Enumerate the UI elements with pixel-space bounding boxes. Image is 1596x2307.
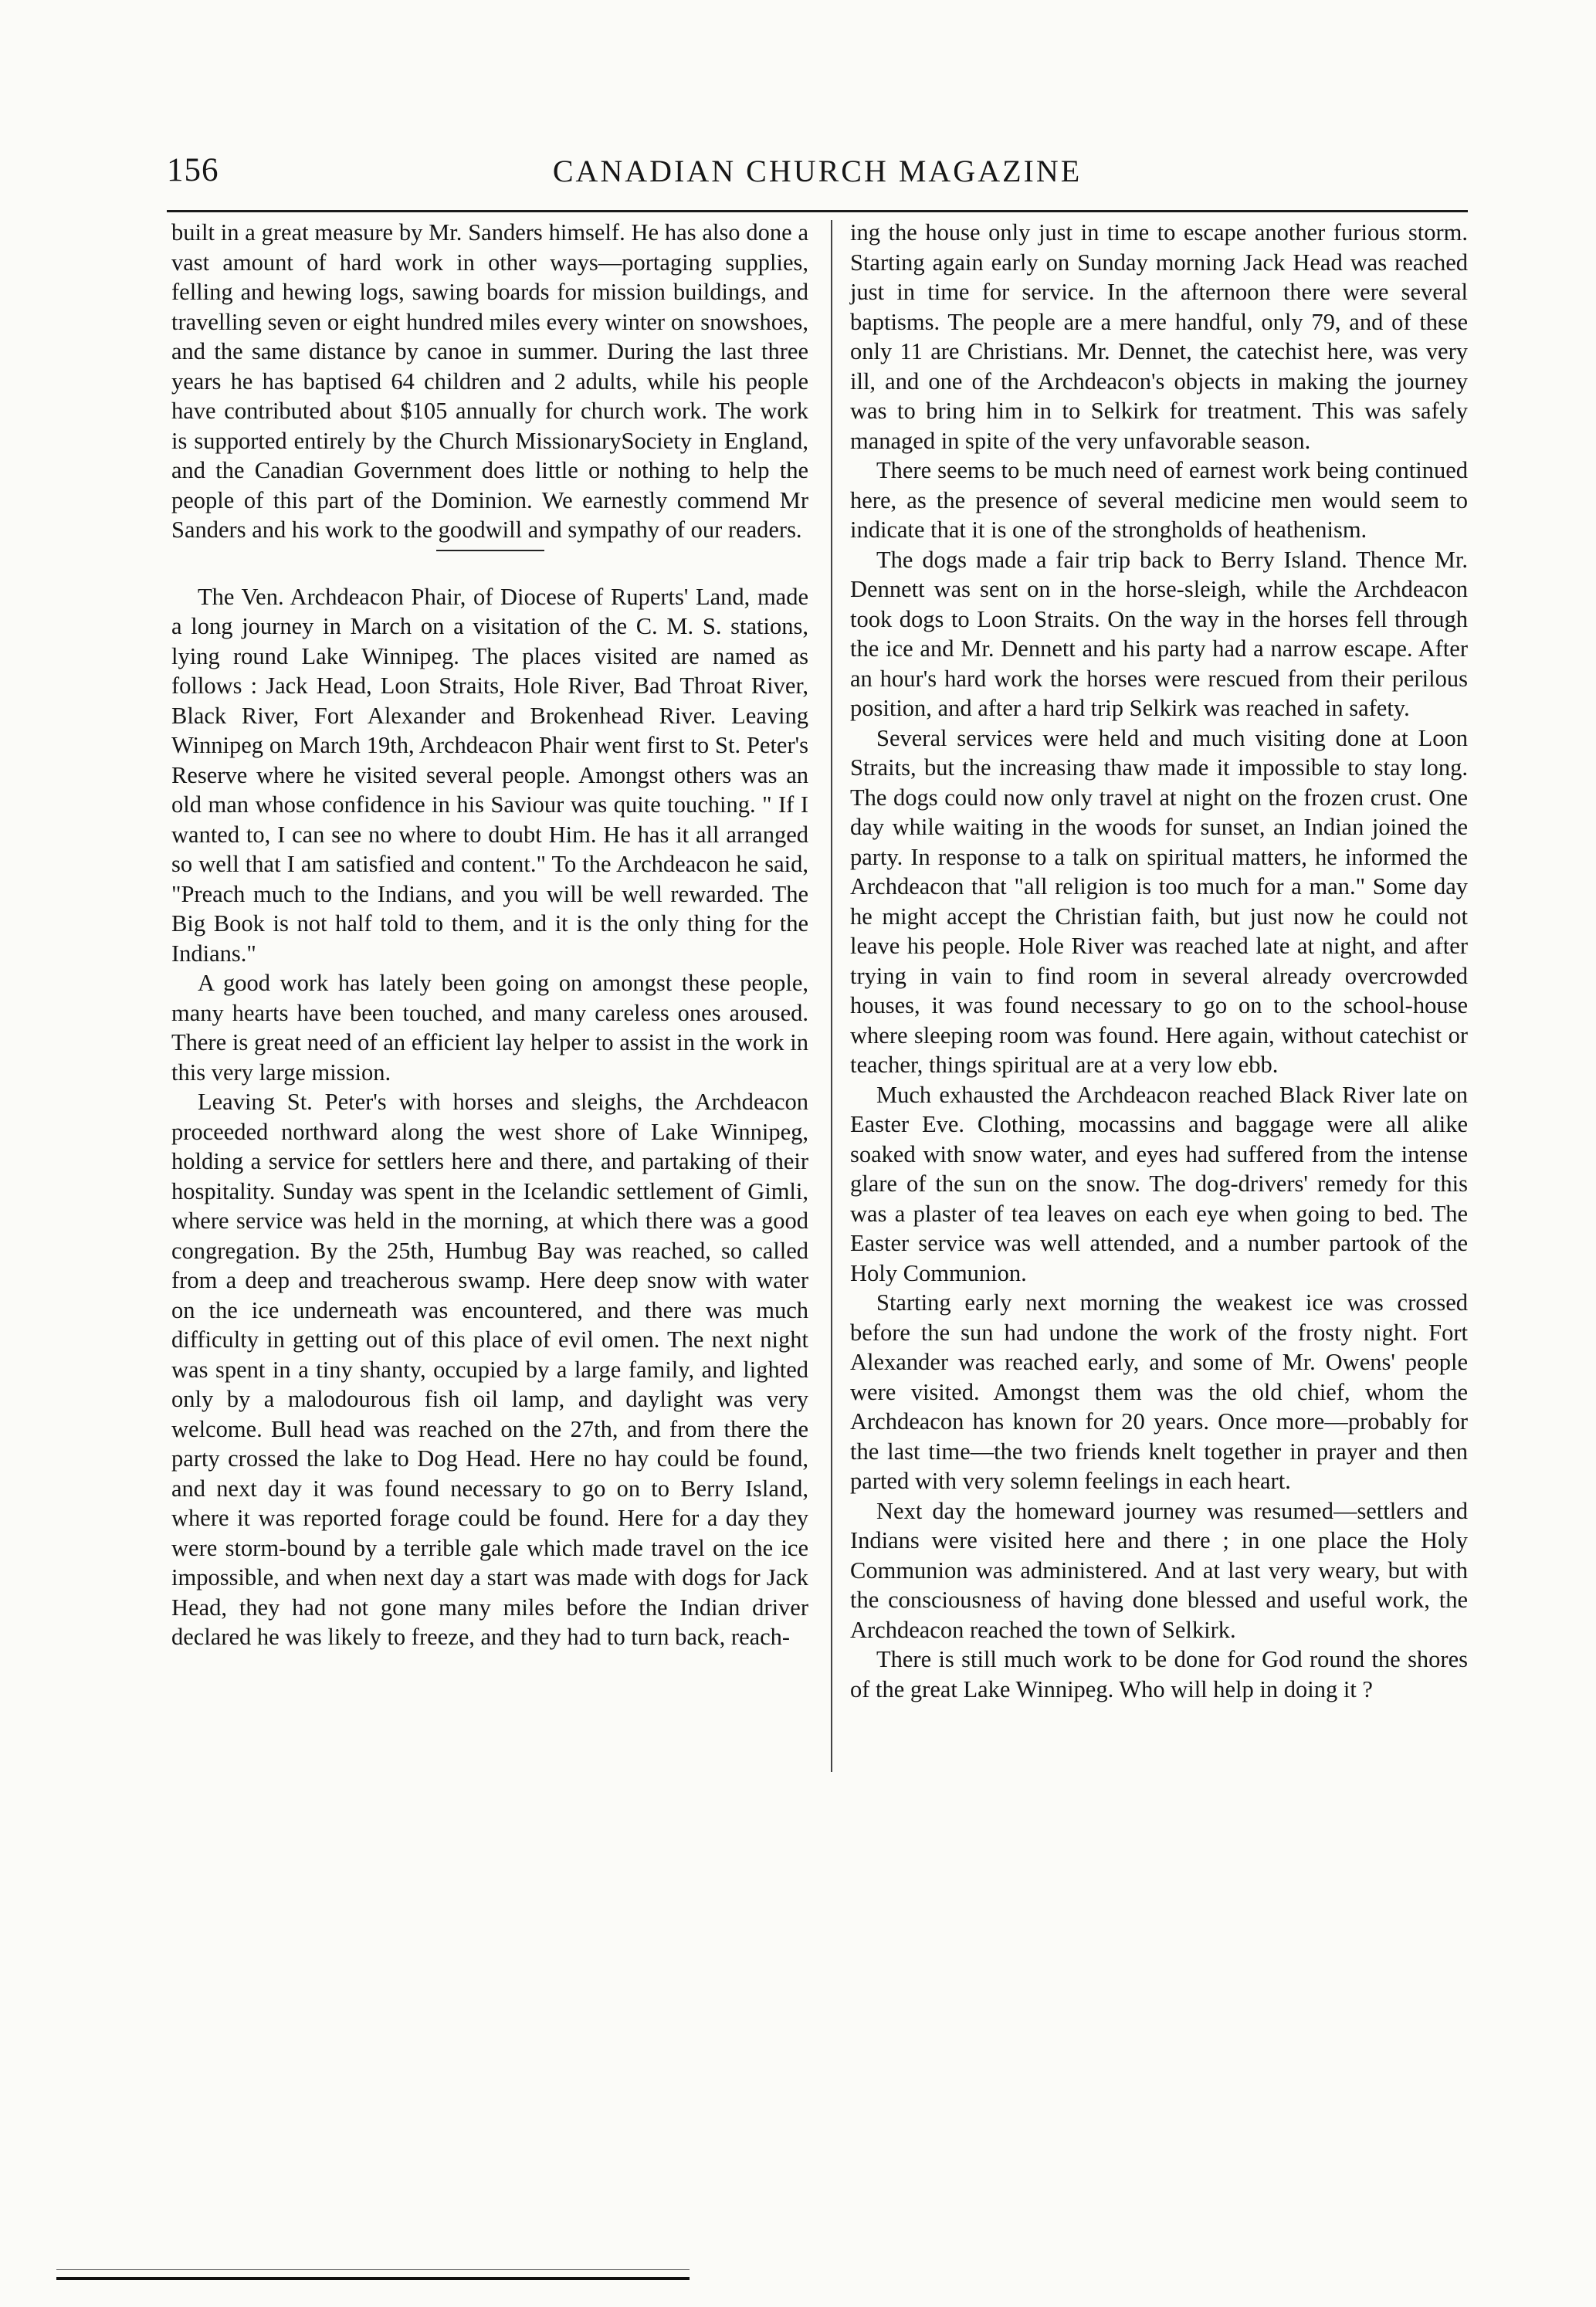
right-column (850, 218, 1468, 1704)
right-paragraph-8: There is still much work to be done for God round the shores of the great Lake Winnipeg. Who will help in doing it ? (850, 1646, 1468, 1702)
section-divider (436, 550, 544, 551)
right-paragraph-6: Starting early next morning the weakest ice was crossed before the sun had undone the work of the frosty night. Fort Alexander was reached early, and some of Mr. Owens' people were visited. Amongst them was the old chief, whom the Archdeacon has known for 20 years. Once more—probably for the last time—the two friends knelt together in prayer and then parted with very solemn feelings in each heart. (850, 1289, 1468, 1494)
right-paragraph-7: Next day the homeward journey was resumed—settlers and Indians were visited here and there ; in one place the Holy Communion was administered. And at last very weary, but with the consciousness of having done blessed and useful work, the Archdeacon reached the town of Selkirk. (850, 1497, 1468, 1643)
left-paragraph-4: Leaving St. Peter's with horses and sleighs, the Archdeacon proceeded northward along the west shore of Lake Winnipeg, holding a service for settlers here and there, and partaking of their hospitality. Sunday was spent in the Icelandic settlement of Gimli, where service was held in the morning, at which there was a good congregation. By the 25th, Humbug Bay was reached, so called from a deep and treacherous swamp. Here deep snow with water on the ice underneath was encountered, and there was much difficulty in getting out of this place of evil omen. The next night was spent in a tiny shanty, occupied by a large family, and lighted only by a malodourous fish oil lamp, and daylight was very welcome. Bull head was reached on the 27th, and from there the party crossed the lake to Dog Head. Here no hay could be found, and next day it was found necessary to go on to Berry Island, where it was reported forage could be found. Here for a day they were storm-bound by a terrible gale which made travel on the ice impossible, and when next day a start was made with dogs for Jack Head, they had not gone many miles before the Indian driver declared he was likely to freeze, and they had to turn back, reach- (171, 1089, 808, 1650)
page-number: 156 (167, 152, 219, 188)
left-paragraph-1: built in a great measure by Mr. Sanders himself. He has also done a vast amount of hard work in other ways—portaging supplies, felling and hewing logs, sawing boards for mission buildings, and travelling seven or eight hundred miles every winter on snowshoes, and the same distance by canoe in summer. During the last three years he has baptised 64 children and 2 adults, while his people have contributed about $105 annually for church work. The work is supported entirely by the Church MissionarySociety in England, and the Canadian Government does little or nothing to help the people of this part of the Dominion. We earnestly commend Mr Sanders and his work to the goodwill and sympathy of our readers. (171, 219, 808, 543)
page-header (167, 151, 1468, 198)
footer-rule (56, 2277, 690, 2280)
right-paragraph-2: There seems to be much need of earnest work being continued here, as the presence of several medicine men would seem to indicate that it is one of the strongholds of heathenism. (850, 457, 1468, 543)
column-divider (831, 220, 832, 1772)
right-paragraph-5: Much exhausted the Archdeacon reached Black River late on Easter Eve. Clothing, mocassins and baggage were all alike soaked with snow water, and eyes had suffered from the intense glare of the sun on the snow. The dog-drivers' remedy for this was a plaster of tea leaves on each eye when going to bed. The Easter service was well attended, and a number partook of the Holy Communion. (850, 1081, 1468, 1286)
left-paragraph-2: The Ven. Archdeacon Phair, of Diocese of Ruperts' Land, made a long journey in March on a visitation of the C. M. S. stations, lying round Lake Winnipeg. The places visited are named as follows : Jack Head, Loon Straits, Hole River, Bad Throat River, Black River, Fort Alexander and Brokenhead River. Leaving Winnipeg on March 19th, Archdeacon Phair went first to St. Peter's Reserve where he visited several people. Amongst others was an old man whose confidence in his Saviour was quite touching. " If I wanted to, I can see no where to doubt Him. He has it all arranged so well that I am satisfied and content." To the Archdeacon he said, "Preach much to the Indians, and you will be well rewarded. The Big Book is not half told to them, and it is the only thing for the Indians." (171, 583, 808, 967)
footer-rule-thin (56, 2269, 690, 2270)
right-paragraph-3: The dogs made a fair trip back to Berry Island. Thence Mr. Dennett was sent on in the horse-sleigh, while the Archdeacon took dogs to Loon Straits. On the way in the horses fell through the ice and Mr. Dennett and his party had a narrow escape. After an hour's hard work the horses were rescued from their perilous position, and after a hard trip Selkirk was reached in safety. (850, 546, 1468, 721)
left-column (171, 218, 808, 1652)
left-paragraph-3: A good work has lately been going on amongst these people, many hearts have been touched, and many careless ones aroused. There is great need of an efficient lay helper to assist in the work in this very large mission. (171, 970, 808, 1086)
header-rule (167, 210, 1468, 212)
running-title: CANADIAN CHURCH MAGAZINE (552, 154, 1083, 188)
right-paragraph-4: Several services were held and much visiting done at Loon Straits, but the increasing thaw made it impossible to stay long. The dogs could now only travel at night on the frozen crust. One day while waiting in the woods for sunset, an Indian joined the party. In response to a talk on spiritual matters, he informed the Archdeacon that "all religion is too much for a man." Some day he might accept the Christian faith, but just now he could not leave his people. Hole River was reached late at night, and after trying in vain to find room in several already overcrowded houses, it was found necessary to go on to the school-house where sleeping room was found. Here again, without catechist or teacher, things spiritual are at a very low ebb. (850, 724, 1468, 1078)
right-paragraph-1: ing the house only just in time to escape another furious storm. Starting again early on Sunday morning Jack Head was reached just in time for service. In the afternoon there were several baptisms. The people are a mere handful, only 79, and of these only 11 are Christians. Mr. Dennet, the catechist here, was very ill, and one of the Archdeacon's objects in making the journey was to bring him in to Selkirk for treatment. This was safely managed in spite of the very unfavorable season. (850, 219, 1468, 454)
